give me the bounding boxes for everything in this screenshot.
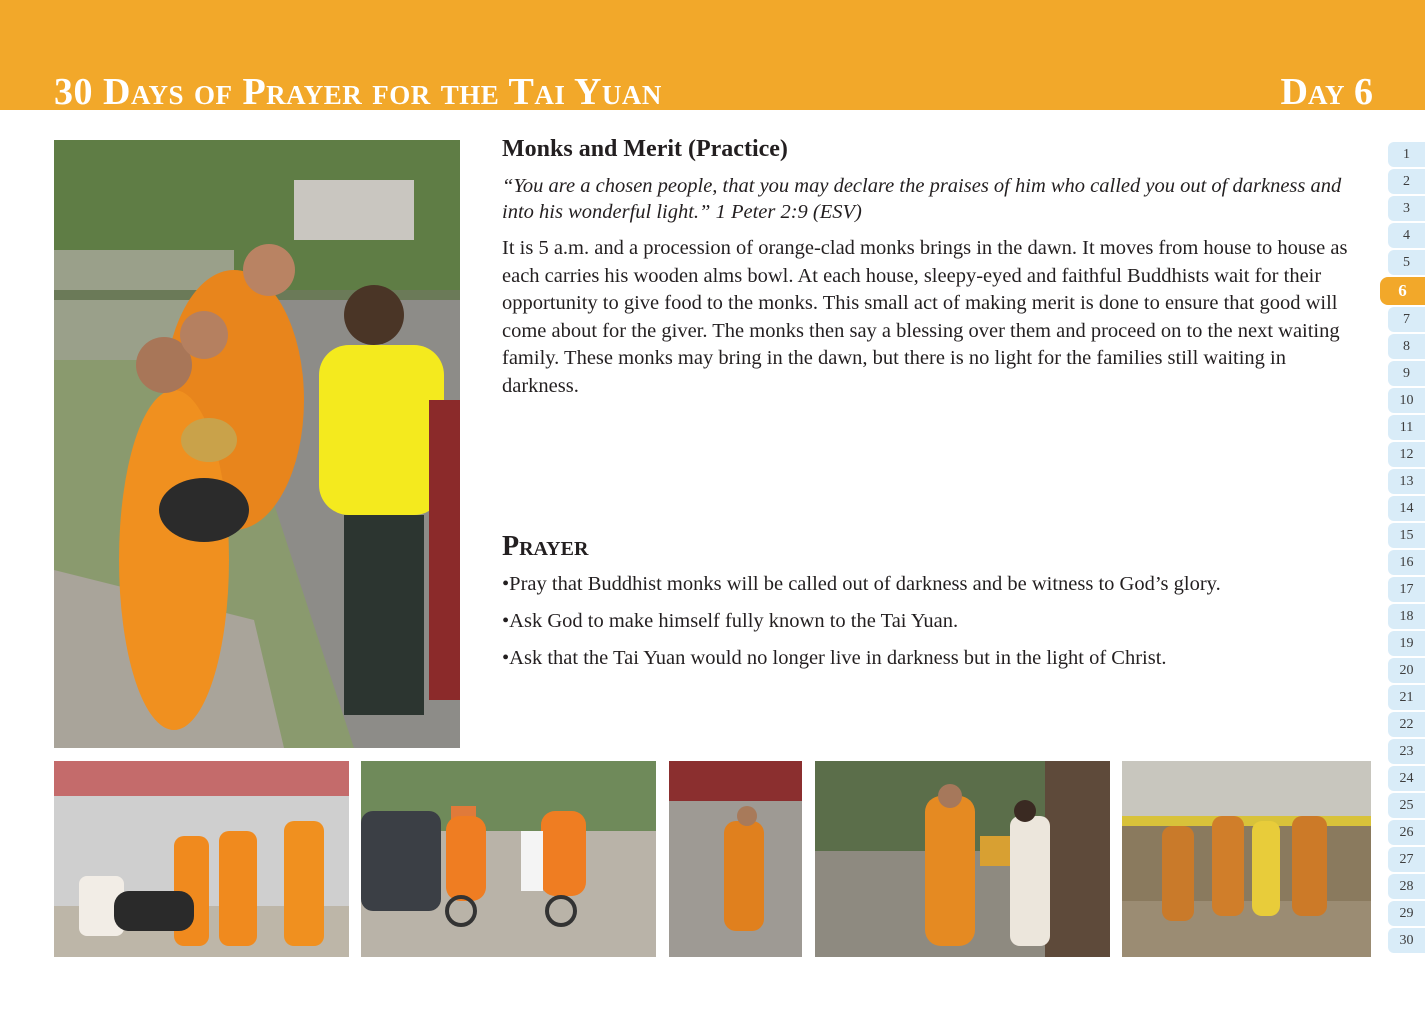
article-heading: Monks and Merit (Practice): [502, 136, 788, 162]
prayer-section: [502, 531, 1354, 682]
day-tabs: [1388, 142, 1425, 955]
day-tab[interactable]: 12: [1388, 442, 1425, 467]
day-tab[interactable]: 17: [1388, 577, 1425, 602]
day-tab-active[interactable]: 6: [1380, 277, 1425, 305]
day-tab[interactable]: 7: [1388, 307, 1425, 332]
day-tab[interactable]: 19: [1388, 631, 1425, 656]
day-tab[interactable]: 18: [1388, 604, 1425, 629]
day-tab[interactable]: 9: [1388, 361, 1425, 386]
page-title: 30 Days of Prayer for the Tai Yuan: [54, 71, 662, 113]
day-tab[interactable]: 30: [1388, 928, 1425, 953]
day-tab[interactable]: 29: [1388, 901, 1425, 926]
prayer-item: •Ask God to make himself fully known to the Tai Yuan.: [502, 610, 959, 632]
article: [502, 136, 1354, 400]
day-tab[interactable]: 27: [1388, 847, 1425, 872]
strip-photo-monks-walking: [1122, 761, 1371, 957]
strip-photo-monks-on-bicycles: [361, 761, 656, 957]
day-tab[interactable]: 16: [1388, 550, 1425, 575]
main-photo-monks-alms: [54, 140, 460, 748]
day-tab[interactable]: 20: [1388, 658, 1425, 683]
day-tab[interactable]: 23: [1388, 739, 1425, 764]
day-tab[interactable]: 1: [1388, 142, 1425, 167]
day-tab[interactable]: 10: [1388, 388, 1425, 413]
scripture-verse: “You are a chosen people, that you may declare the praises of him who called you out of darkness and into his wonderful light.” 1 Peter 2:9 (ESV): [502, 175, 1342, 223]
day-label: Day 6: [1280, 71, 1373, 113]
day-tab[interactable]: 5: [1388, 250, 1425, 275]
day-tab[interactable]: 8: [1388, 334, 1425, 359]
strip-photo-monk-receiving-food: [815, 761, 1110, 957]
day-tab[interactable]: 28: [1388, 874, 1425, 899]
day-tab[interactable]: 25: [1388, 793, 1425, 818]
header-banner: [0, 0, 1425, 113]
day-tab[interactable]: 26: [1388, 820, 1425, 845]
day-tab[interactable]: 3: [1388, 196, 1425, 221]
strip-photo-kneeling-giver: [54, 761, 349, 957]
strip-photo-monk-on-tiles: [669, 761, 802, 957]
prayer-item: •Pray that Buddhist monks will be called out of darkness and be witness to God’s glory.: [502, 573, 1221, 595]
day-tab[interactable]: 21: [1388, 685, 1425, 710]
day-tab[interactable]: 2: [1388, 169, 1425, 194]
day-tab[interactable]: 24: [1388, 766, 1425, 791]
day-tab[interactable]: 4: [1388, 223, 1425, 248]
day-tab[interactable]: 22: [1388, 712, 1425, 737]
prayer-item: •Ask that the Tai Yuan would no longer live in darkness but in the light of Christ.: [502, 647, 1167, 669]
article-body: It is 5 a.m. and a procession of orange-clad monks brings in the dawn. It moves from house to house as each carries his wooden alms bowl. At each house, sleepy-eyed and faithful Buddhists wait for their opportunity to give food to the monks. This small act of making merit is done to ensure that good will come about for the giver. The monks then say a blessing over them and proceed on to the next waiting family. These monks may bring in the dawn, but there is no light for the families still waiting in darkness.: [502, 237, 1348, 397]
day-tab[interactable]: 11: [1388, 415, 1425, 440]
day-tab[interactable]: 15: [1388, 523, 1425, 548]
day-tab[interactable]: 14: [1388, 496, 1425, 521]
day-tab[interactable]: 13: [1388, 469, 1425, 494]
prayer-heading: Prayer: [502, 531, 589, 562]
